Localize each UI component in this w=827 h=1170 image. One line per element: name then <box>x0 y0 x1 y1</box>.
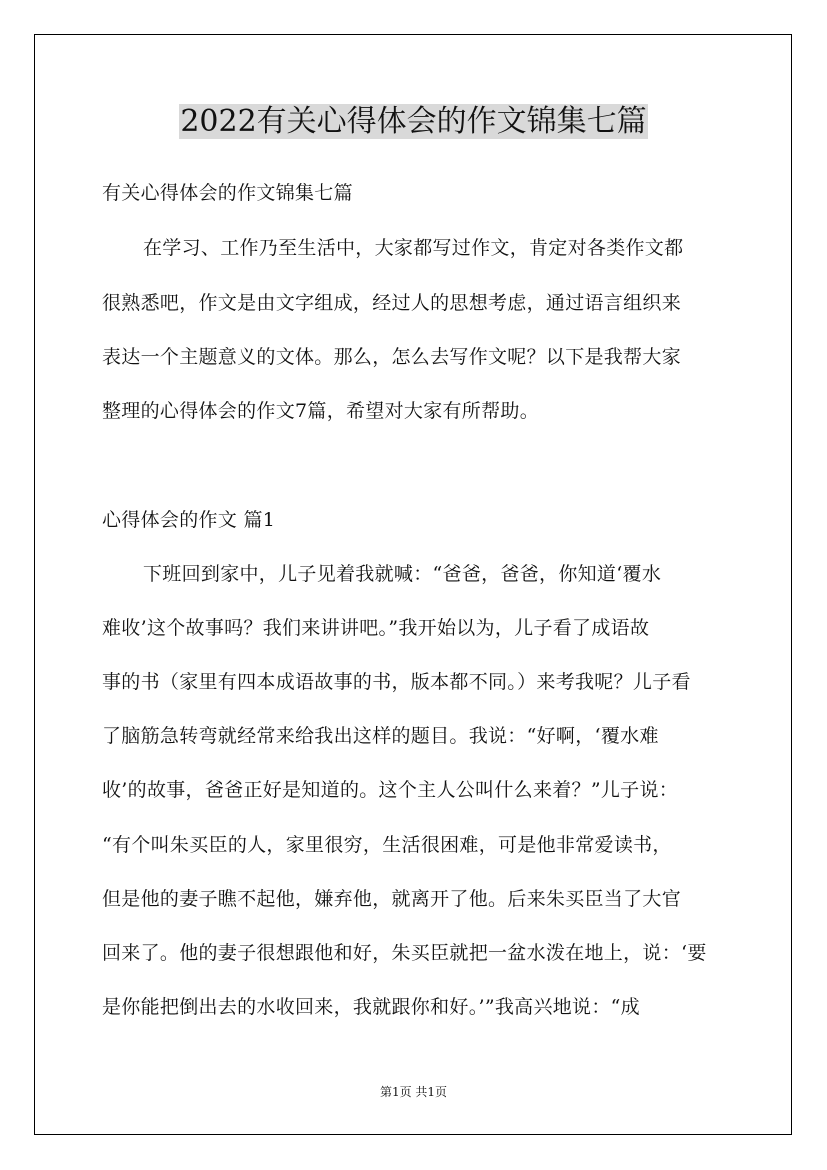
section-heading: 心得体会的作文 篇1 <box>102 509 276 531</box>
document-subtitle: 有关心得体会的作文锦集七篇 <box>102 182 353 204</box>
intro-line-1: 在学习、工作乃至生活中，大家都写过作文，肯定对各类作文都 <box>143 237 684 259</box>
intro-line-4: 整理的心得体会的作文7篇，希望对大家有所帮助。 <box>102 400 539 422</box>
body-line-9: 是你能把倒出去的水收回来，我就跟你和好。’”我高兴地说：“成 <box>102 996 640 1018</box>
body-line-3: 事的书（家里有四本成语故事的书，版本都不同。）来考我呢？儿子看 <box>102 671 691 693</box>
body-line-5: 收’的故事，爸爸正好是知道的。这个主人公叫什么来着？”儿子说： <box>102 779 679 801</box>
document-title <box>0 102 827 142</box>
body-line-2: 难收’这个故事吗？我们来讲讲吧。”我开始以为，儿子看了成语故 <box>102 617 650 639</box>
body-line-1: 下班回到家中，儿子见着我就喊：“爸爸，爸爸，你知道‘覆水 <box>143 563 662 585</box>
body-line-6: “有个叫朱买臣的人，家里很穷，生活很困难，可是他非常爱读书， <box>102 834 672 856</box>
body-line-4: 了脑筋急转弯就经常来给我出这样的题目。我说：“好啊，‘覆水难 <box>102 725 659 747</box>
document-title-text: 2022有关心得体会的作文锦集七篇 <box>180 104 647 139</box>
page-footer: 第1页 共1页 <box>379 1085 448 1099</box>
intro-line-3: 表达一个主题意义的文体。那么，怎么去写作文呢？以下是我帮大家 <box>102 346 682 368</box>
intro-line-2: 很熟悉吧，作文是由文字组成，经过人的思想考虑，通过语言组织来 <box>102 292 682 314</box>
body-line-8: 回来了。他的妻子很想跟他和好，朱买臣就把一盆水泼在地上，说：‘要 <box>102 942 707 964</box>
body-line-7: 但是他的妻子瞧不起他，嫌弃他，就离开了他。后来朱买臣当了大官 <box>102 888 682 910</box>
